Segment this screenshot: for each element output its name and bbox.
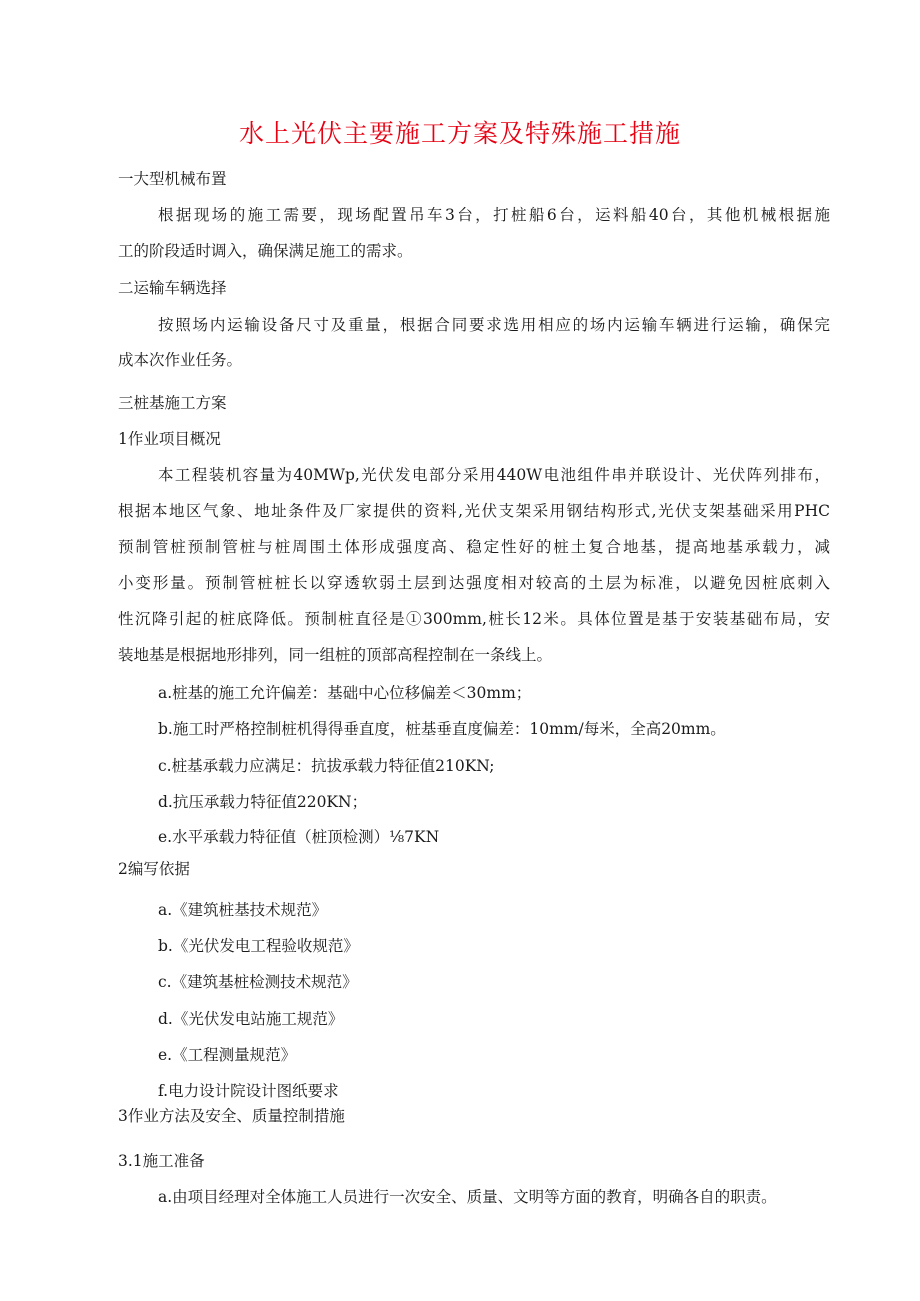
list-item: a.由项目经理对全体施工人员进行一次安全、质量、文明等方面的教育，明确各自的职责。 [158, 1188, 777, 1206]
list-item: b.施工时严格控制桩机得得垂直度，桩基垂直度偏差：10mm/每米，全高20mm。 [158, 720, 726, 738]
section-heading-vehicles: 二运输车辆选择 [118, 279, 227, 297]
list-item: a.桩基的施工允许偏差：基础中心位移偏差＜30mm； [158, 684, 532, 702]
paragraph-line: 预制管桩预制管桩与桩周围土体形成强度高、稳定性好的桩土复合地基，提高地基承载力，减 [118, 538, 830, 556]
subsection-heading-overview: 1作业项目概况 [118, 430, 221, 448]
list-item: d.《光伏发电站施工规范》 [158, 1010, 344, 1028]
paragraph-line: 成本次作业任务。 [118, 351, 243, 369]
list-item: b.《光伏发电工程验收规范》 [158, 937, 359, 955]
subsection-heading-methods: 3作业方法及安全、质量控制措施 [118, 1107, 345, 1125]
paragraph-line: 按照场内运输设备尺寸及重量，根据合同要求选用相应的场内运输车辆进行运输，确保完 [158, 316, 830, 334]
list-item: f.电力设计院设计图纸要求 [158, 1082, 339, 1100]
subsection-heading-basis: 2编写依据 [118, 860, 190, 878]
list-item: e.水平承载力特征值（桩顶检测）⅛7KN [158, 828, 440, 846]
subsection-heading-preparation: 3.1施工准备 [118, 1152, 205, 1170]
list-item: c.《建筑基桩检测技术规范》 [158, 973, 358, 991]
paragraph-line: 性沉降引起的桩底降低。预制桩直径是①300mm,桩长12米。具体位置是基于安装基础布局，安 [118, 610, 830, 628]
paragraph-line: 工的阶段适时调入，确保满足施工的需求。 [118, 242, 413, 260]
list-item: d.抗压承载力特征值220KN； [158, 793, 368, 811]
paragraph-line: 本工程装机容量为40MWp,光伏发电部分采用440W电池组件串并联设计、光伏阵列排布， [158, 466, 830, 484]
paragraph-line: 根据本地区气象、地址条件及厂家提供的资料,光伏支架采用钢结构形式,光伏支架基础采用PHC [118, 502, 830, 520]
paragraph-line: 根据现场的施工需要，现场配置吊车3台，打桩船6台，运料船40台，其他机械根据施 [158, 206, 830, 224]
paragraph-line: 小变形量。预制管桩桩长以穿透软弱土层到达强度相对较高的土层为标准，以避免因桩底刺入 [118, 574, 830, 592]
list-item: a.《建筑桩基技术规范》 [158, 901, 328, 919]
section-heading-machinery: 一大型机械布置 [118, 170, 227, 188]
list-item: e.《工程测量规范》 [158, 1046, 297, 1064]
section-heading-pile-foundation: 三桩基施工方案 [118, 394, 227, 412]
document-title: 水上光伏主要施工方案及特殊施工措施 [238, 119, 681, 148]
paragraph-line: 装地基是根据地形排列，同一组桩的顶部高程控制在一条线上。 [118, 646, 553, 664]
list-item: c.桩基承载力应满足：抗拔承载力特征值210KN; [158, 757, 495, 775]
